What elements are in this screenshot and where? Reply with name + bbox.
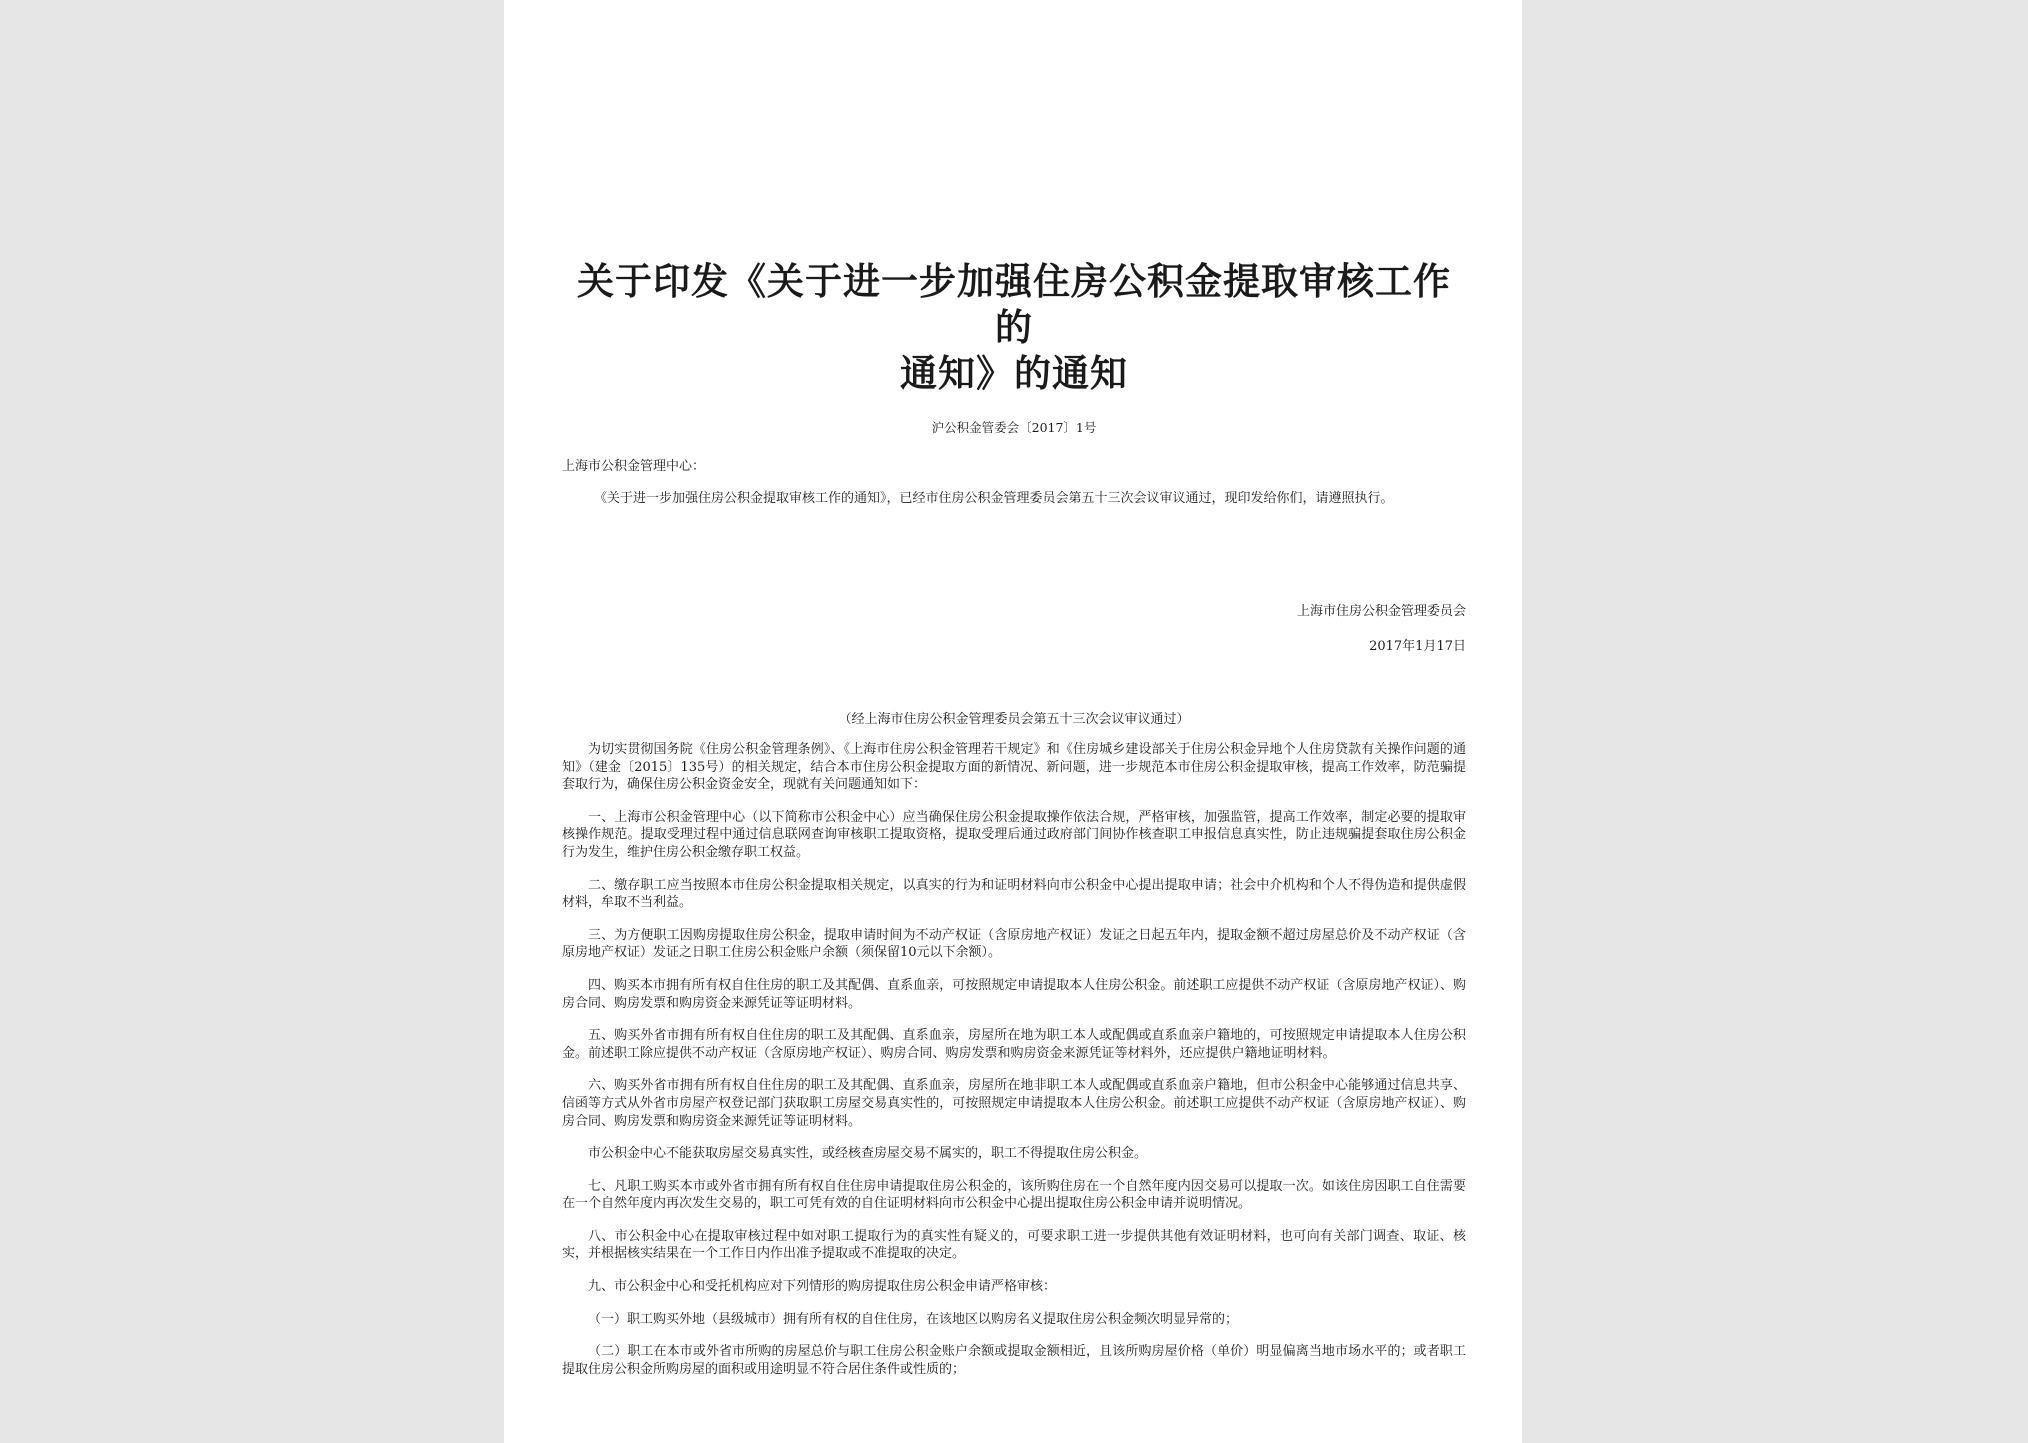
body-paragraph: （一）职工购买外地（县级城市）拥有所有权的自住住房，在该地区以购房名义提取住房公积金频次明显异常的； (588, 1311, 1239, 1327)
body-paragraph: （二）职工在本市或外省市所购的房屋总价与职工住房公积金账户余额或提取金额相近，且该所购房屋价格（单价）明显偏离当地市场水平的；或者职工提取住房公积金所购房屋的面积或用途明显不符合居住条件或性质的； (562, 1344, 1466, 1377)
body-paragraph: 七、凡职工购买本市或外省市拥有所有权自住住房申请提取住房公积金的，该所购住房在一个自然年度内因交易可以提取一次。如该住房因职工自住需要在一个自然年度内再次发生交易的，职工可凭有效的自住证明材料向市公积金中心提出提取住房公积金申请并说明情况。 (562, 1178, 1466, 1212)
body-paragraph: 市公积金中心不能获取房屋交易真实性，或经核查房屋交易不属实的，职工不得提取住房公积金。 (588, 1146, 1148, 1162)
body-paragraphs (562, 741, 1466, 1378)
body-paragraph: 六、购买外省市拥有所有权自住住房的职工及其配偶、直系血亲，房屋所在地非职工本人或配偶或直系血亲户籍地，但市公积金中心能够通过信息共享、信函等方式从外省市房屋产权登记部门获取职工房屋交易真实性的，可按照规定申请提取本人住房公积金。前述职工应提供不动产权证（含原房地产权证）、购房合同、购房发票和购房资金来源凭证等证明材料。 (562, 1078, 1466, 1129)
body-paragraph: 二、缴存职工应当按照本市住房公积金提取相关规定，以真实的行为和证明材料向市公积金中心提出提取申请；社会中介机构和个人不得伪造和提供虚假材料，牟取不当利益。 (562, 877, 1466, 911)
body-paragraph: 三、为方便职工因购房提取住房公积金，提取申请时间为不动产权证（含原房地产权证）发证之日起五年内，提取金额不超过房屋总价及不动产权证（含原房地产权证）发证之日职工住房公积金账户余额（须保留10元以下余额）。 (562, 927, 1466, 961)
body-paragraph: 九、市公积金中心和受托机构应对下列情形的购房提取住房公积金申请严格审核： (588, 1279, 1057, 1295)
body-paragraph: 为切实贯彻国务院《住房公积金管理条例》、《上海市住房公积金管理若干规定》和《住房城乡建设部关于住房公积金异地个人住房贷款有关操作问题的通知》（建金〔2015〕135号）的相关规定，结合本市住房公积金提取方面的新情况、新问题，进一步规范本市住房公积金提取审核，提高工作效率，防范骗提套取行为，确保住房公积金资金安全，现就有关问题通知如下： (562, 742, 1466, 793)
document-number: 沪公积金管委会〔2017〕1号 (931, 420, 1097, 435)
title-line-2: 通知》的通知 (900, 351, 1128, 395)
body-paragraph: 一、上海市公积金管理中心（以下简称市公积金中心）应当确保住房公积金提取操作依法合规，严格审核，加强监管，提高工作效率，制定必要的提取审核操作规范。提取受理过程中通过信息联网查询审核职工提取资格，提取受理后通过政府部门间协作核查职工申报信息真实性，防止违规骗提套取住房公积金行为发生，维护住房公积金缴存职工权益。 (562, 809, 1466, 860)
approval-note: （经上海市住房公积金管理委员会第五十三次会议审议通过） (838, 712, 1190, 727)
document-title (562, 258, 1466, 396)
document-page (504, 0, 1522, 1443)
issuer-signature: 上海市住房公积金管理委员会 (1296, 604, 1466, 619)
issue-date: 2017年1月17日 (1369, 639, 1466, 654)
title-line-1: 关于印发《关于进一步加强住房公积金提取审核工作的 (577, 259, 1451, 349)
body-paragraph: 八、市公积金中心在提取审核过程中如对职工提取行为的真实性有疑义的，可要求职工进一步提供其他有效证明材料，也可向有关部门调查、取证、核实，并根据核实结果在一个工作日内作出准予提取或不准提取的决定。 (562, 1228, 1466, 1262)
intro-paragraph: 《关于进一步加强住房公积金提取审核工作的通知》，已经市住房公积金管理委员会第五十三次会议审议通过，现印发给你们，请遵照执行。 (594, 491, 1394, 506)
body-paragraph: 五、购买外省市拥有所有权自住住房的职工及其配偶、直系血亲，房屋所在地为职工本人或配偶或直系血亲户籍地的，可按照规定申请提取本人住房公积金。前述职工除应提供不动产权证（含原房地产权证）、购房合同、购房发票和购房资金来源凭证等材料外，还应提供户籍地证明材料。 (562, 1028, 1466, 1061)
body-paragraph: 四、购买本市拥有所有权自住住房的职工及其配偶、直系血亲，可按照规定申请提取本人住房公积金。前述职工应提供不动产权证（含原房地产权证）、购房合同、购房发票和购房资金来源凭证等证明材料。 (562, 977, 1466, 1011)
addressee: 上海市公积金管理中心： (562, 459, 706, 474)
document-content (562, 258, 1466, 1393)
